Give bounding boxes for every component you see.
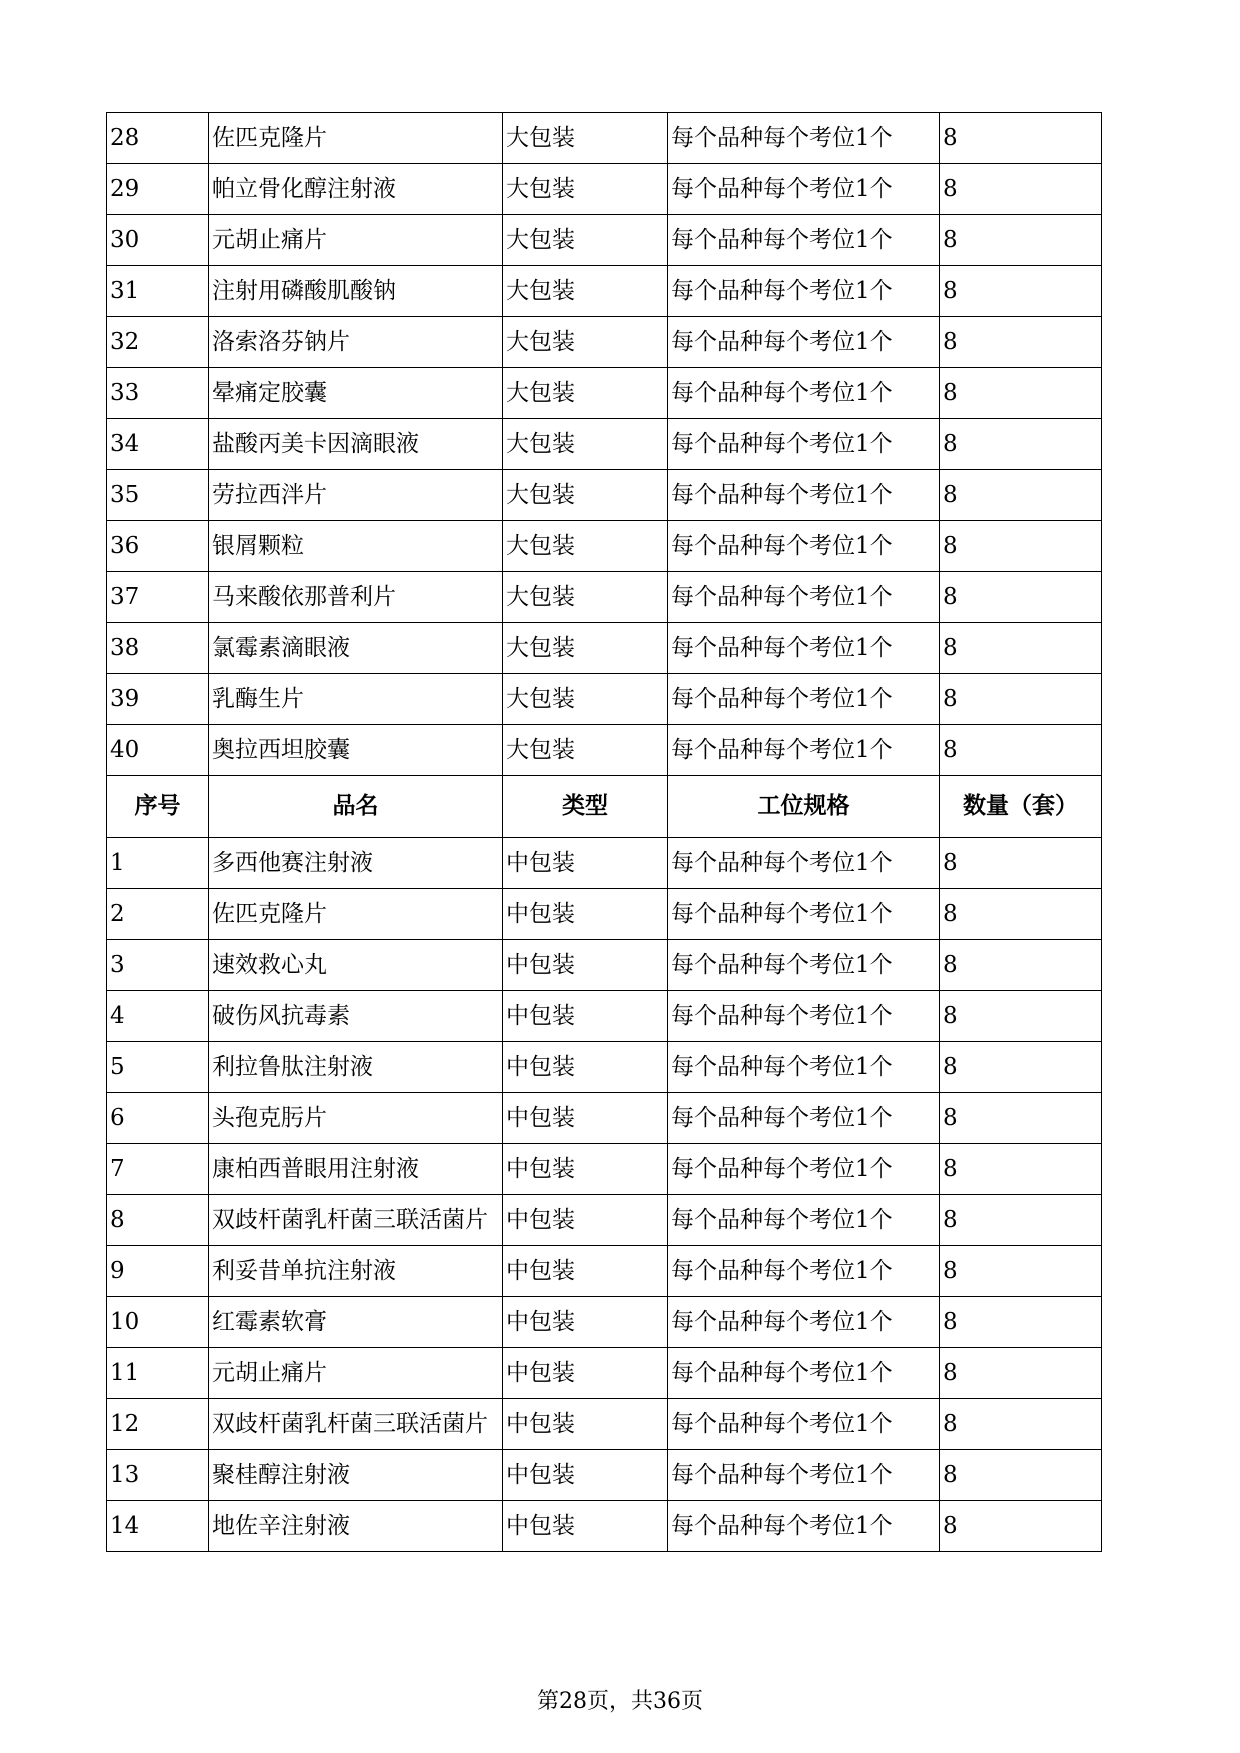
cell-index: 9 bbox=[107, 1246, 209, 1297]
cell-type: 大包装 bbox=[503, 113, 668, 164]
table-row bbox=[107, 1144, 1102, 1195]
cell-spec: 每个品种每个考位1个 bbox=[668, 1144, 940, 1195]
cell-quantity: 8 bbox=[940, 991, 1102, 1042]
cell-name: 帕立骨化醇注射液 bbox=[209, 164, 503, 215]
cell-type: 中包装 bbox=[503, 1501, 668, 1552]
cell-index: 1 bbox=[107, 838, 209, 889]
cell-type: 中包装 bbox=[503, 1042, 668, 1093]
cell-spec: 每个品种每个考位1个 bbox=[668, 1042, 940, 1093]
cell-index: 37 bbox=[107, 572, 209, 623]
cell-index: 39 bbox=[107, 674, 209, 725]
cell-name: 头孢克肟片 bbox=[209, 1093, 503, 1144]
cell-name: 速效救心丸 bbox=[209, 940, 503, 991]
cell-quantity: 8 bbox=[940, 725, 1102, 776]
header-index: 序号 bbox=[107, 776, 209, 838]
table-row bbox=[107, 521, 1102, 572]
cell-quantity: 8 bbox=[940, 1144, 1102, 1195]
table-row bbox=[107, 1450, 1102, 1501]
cell-type: 中包装 bbox=[503, 1450, 668, 1501]
cell-spec: 每个品种每个考位1个 bbox=[668, 521, 940, 572]
table-row bbox=[107, 623, 1102, 674]
cell-name: 银屑颗粒 bbox=[209, 521, 503, 572]
cell-type: 大包装 bbox=[503, 164, 668, 215]
cell-type: 大包装 bbox=[503, 368, 668, 419]
cell-spec: 每个品种每个考位1个 bbox=[668, 623, 940, 674]
cell-spec: 每个品种每个考位1个 bbox=[668, 838, 940, 889]
table-row bbox=[107, 1042, 1102, 1093]
cell-name: 注射用磷酸肌酸钠 bbox=[209, 266, 503, 317]
table-row bbox=[107, 317, 1102, 368]
item-table bbox=[106, 112, 1102, 1552]
table-row bbox=[107, 1297, 1102, 1348]
cell-index: 30 bbox=[107, 215, 209, 266]
cell-quantity: 8 bbox=[940, 623, 1102, 674]
cell-type: 大包装 bbox=[503, 572, 668, 623]
cell-type: 中包装 bbox=[503, 889, 668, 940]
cell-type: 大包装 bbox=[503, 674, 668, 725]
cell-type: 大包装 bbox=[503, 623, 668, 674]
cell-name: 利拉鲁肽注射液 bbox=[209, 1042, 503, 1093]
table-row bbox=[107, 1501, 1102, 1552]
table-row bbox=[107, 674, 1102, 725]
cell-name: 双歧杆菌乳杆菌三联活菌片 bbox=[209, 1195, 503, 1246]
cell-type: 中包装 bbox=[503, 940, 668, 991]
table-row bbox=[107, 991, 1102, 1042]
table-row bbox=[107, 113, 1102, 164]
cell-name: 地佐辛注射液 bbox=[209, 1501, 503, 1552]
cell-quantity: 8 bbox=[940, 419, 1102, 470]
table-row bbox=[107, 1093, 1102, 1144]
cell-index: 5 bbox=[107, 1042, 209, 1093]
cell-quantity: 8 bbox=[940, 113, 1102, 164]
cell-spec: 每个品种每个考位1个 bbox=[668, 266, 940, 317]
cell-spec: 每个品种每个考位1个 bbox=[668, 1246, 940, 1297]
cell-spec: 每个品种每个考位1个 bbox=[668, 1450, 940, 1501]
cell-index: 33 bbox=[107, 368, 209, 419]
cell-spec: 每个品种每个考位1个 bbox=[668, 572, 940, 623]
table-row bbox=[107, 1195, 1102, 1246]
cell-index: 7 bbox=[107, 1144, 209, 1195]
cell-name: 破伤风抗毒素 bbox=[209, 991, 503, 1042]
cell-quantity: 8 bbox=[940, 1042, 1102, 1093]
header-spec: 工位规格 bbox=[668, 776, 940, 838]
table-row bbox=[107, 1348, 1102, 1399]
cell-type: 中包装 bbox=[503, 1399, 668, 1450]
cell-name: 多西他赛注射液 bbox=[209, 838, 503, 889]
cell-quantity: 8 bbox=[940, 889, 1102, 940]
cell-name: 元胡止痛片 bbox=[209, 215, 503, 266]
cell-index: 2 bbox=[107, 889, 209, 940]
table-row bbox=[107, 572, 1102, 623]
cell-type: 大包装 bbox=[503, 521, 668, 572]
cell-type: 大包装 bbox=[503, 317, 668, 368]
cell-name: 元胡止痛片 bbox=[209, 1348, 503, 1399]
cell-quantity: 8 bbox=[940, 317, 1102, 368]
cell-spec: 每个品种每个考位1个 bbox=[668, 368, 940, 419]
page-footer: 第28页，共36页 bbox=[537, 1689, 703, 1714]
cell-name: 马来酸依那普利片 bbox=[209, 572, 503, 623]
cell-spec: 每个品种每个考位1个 bbox=[668, 1399, 940, 1450]
table-body-medium-packaging bbox=[107, 838, 1102, 1552]
cell-spec: 每个品种每个考位1个 bbox=[668, 725, 940, 776]
cell-type: 中包装 bbox=[503, 991, 668, 1042]
cell-type: 中包装 bbox=[503, 1297, 668, 1348]
cell-name: 氯霉素滴眼液 bbox=[209, 623, 503, 674]
cell-name: 聚桂醇注射液 bbox=[209, 1450, 503, 1501]
cell-spec: 每个品种每个考位1个 bbox=[668, 1501, 940, 1552]
cell-index: 6 bbox=[107, 1093, 209, 1144]
cell-spec: 每个品种每个考位1个 bbox=[668, 1195, 940, 1246]
cell-index: 10 bbox=[107, 1297, 209, 1348]
table-row bbox=[107, 725, 1102, 776]
cell-type: 大包装 bbox=[503, 419, 668, 470]
table-row bbox=[107, 940, 1102, 991]
cell-quantity: 8 bbox=[940, 521, 1102, 572]
cell-spec: 每个品种每个考位1个 bbox=[668, 674, 940, 725]
table-row bbox=[107, 1399, 1102, 1450]
cell-name: 佐匹克隆片 bbox=[209, 113, 503, 164]
cell-index: 8 bbox=[107, 1195, 209, 1246]
cell-index: 14 bbox=[107, 1501, 209, 1552]
cell-index: 34 bbox=[107, 419, 209, 470]
cell-name: 奥拉西坦胶囊 bbox=[209, 725, 503, 776]
table-row bbox=[107, 419, 1102, 470]
cell-index: 13 bbox=[107, 1450, 209, 1501]
cell-quantity: 8 bbox=[940, 1399, 1102, 1450]
cell-spec: 每个品种每个考位1个 bbox=[668, 1093, 940, 1144]
cell-name: 利妥昔单抗注射液 bbox=[209, 1246, 503, 1297]
cell-quantity: 8 bbox=[940, 215, 1102, 266]
cell-name: 双歧杆菌乳杆菌三联活菌片 bbox=[209, 1399, 503, 1450]
cell-type: 中包装 bbox=[503, 1144, 668, 1195]
cell-spec: 每个品种每个考位1个 bbox=[668, 991, 940, 1042]
cell-quantity: 8 bbox=[940, 1348, 1102, 1399]
cell-spec: 每个品种每个考位1个 bbox=[668, 317, 940, 368]
cell-type: 大包装 bbox=[503, 470, 668, 521]
table-row bbox=[107, 368, 1102, 419]
cell-type: 中包装 bbox=[503, 838, 668, 889]
cell-index: 35 bbox=[107, 470, 209, 521]
cell-index: 31 bbox=[107, 266, 209, 317]
cell-quantity: 8 bbox=[940, 940, 1102, 991]
cell-type: 大包装 bbox=[503, 725, 668, 776]
cell-spec: 每个品种每个考位1个 bbox=[668, 164, 940, 215]
cell-quantity: 8 bbox=[940, 1297, 1102, 1348]
cell-quantity: 8 bbox=[940, 572, 1102, 623]
cell-spec: 每个品种每个考位1个 bbox=[668, 940, 940, 991]
cell-name: 劳拉西泮片 bbox=[209, 470, 503, 521]
cell-quantity: 8 bbox=[940, 838, 1102, 889]
table-row bbox=[107, 1246, 1102, 1297]
cell-type: 中包装 bbox=[503, 1348, 668, 1399]
table-row bbox=[107, 838, 1102, 889]
cell-index: 29 bbox=[107, 164, 209, 215]
cell-quantity: 8 bbox=[940, 1450, 1102, 1501]
cell-name: 晕痛定胶囊 bbox=[209, 368, 503, 419]
table-row bbox=[107, 164, 1102, 215]
table-header-row bbox=[107, 776, 1102, 838]
header-type: 类型 bbox=[503, 776, 668, 838]
cell-spec: 每个品种每个考位1个 bbox=[668, 113, 940, 164]
cell-quantity: 8 bbox=[940, 674, 1102, 725]
cell-index: 3 bbox=[107, 940, 209, 991]
table-body-large-packaging bbox=[107, 113, 1102, 776]
cell-spec: 每个品种每个考位1个 bbox=[668, 1297, 940, 1348]
cell-type: 中包装 bbox=[503, 1195, 668, 1246]
cell-quantity: 8 bbox=[940, 266, 1102, 317]
cell-type: 中包装 bbox=[503, 1093, 668, 1144]
cell-quantity: 8 bbox=[940, 1246, 1102, 1297]
cell-name: 佐匹克隆片 bbox=[209, 889, 503, 940]
cell-spec: 每个品种每个考位1个 bbox=[668, 1348, 940, 1399]
cell-quantity: 8 bbox=[940, 368, 1102, 419]
header-name: 品名 bbox=[209, 776, 503, 838]
cell-index: 4 bbox=[107, 991, 209, 1042]
cell-index: 38 bbox=[107, 623, 209, 674]
cell-index: 11 bbox=[107, 1348, 209, 1399]
cell-spec: 每个品种每个考位1个 bbox=[668, 470, 940, 521]
cell-quantity: 8 bbox=[940, 470, 1102, 521]
table-row bbox=[107, 266, 1102, 317]
cell-quantity: 8 bbox=[940, 1195, 1102, 1246]
table-row bbox=[107, 889, 1102, 940]
table-row bbox=[107, 215, 1102, 266]
cell-name: 洛索洛芬钠片 bbox=[209, 317, 503, 368]
header-quantity: 数量（套） bbox=[940, 776, 1102, 838]
cell-quantity: 8 bbox=[940, 1501, 1102, 1552]
cell-type: 大包装 bbox=[503, 266, 668, 317]
cell-index: 32 bbox=[107, 317, 209, 368]
cell-name: 红霉素软膏 bbox=[209, 1297, 503, 1348]
cell-type: 中包装 bbox=[503, 1246, 668, 1297]
cell-index: 36 bbox=[107, 521, 209, 572]
cell-quantity: 8 bbox=[940, 1093, 1102, 1144]
cell-spec: 每个品种每个考位1个 bbox=[668, 419, 940, 470]
cell-name: 盐酸丙美卡因滴眼液 bbox=[209, 419, 503, 470]
cell-name: 乳酶生片 bbox=[209, 674, 503, 725]
cell-name: 康柏西普眼用注射液 bbox=[209, 1144, 503, 1195]
cell-index: 40 bbox=[107, 725, 209, 776]
cell-quantity: 8 bbox=[940, 164, 1102, 215]
cell-spec: 每个品种每个考位1个 bbox=[668, 215, 940, 266]
table-row bbox=[107, 470, 1102, 521]
cell-index: 28 bbox=[107, 113, 209, 164]
cell-spec: 每个品种每个考位1个 bbox=[668, 889, 940, 940]
cell-index: 12 bbox=[107, 1399, 209, 1450]
cell-type: 大包装 bbox=[503, 215, 668, 266]
